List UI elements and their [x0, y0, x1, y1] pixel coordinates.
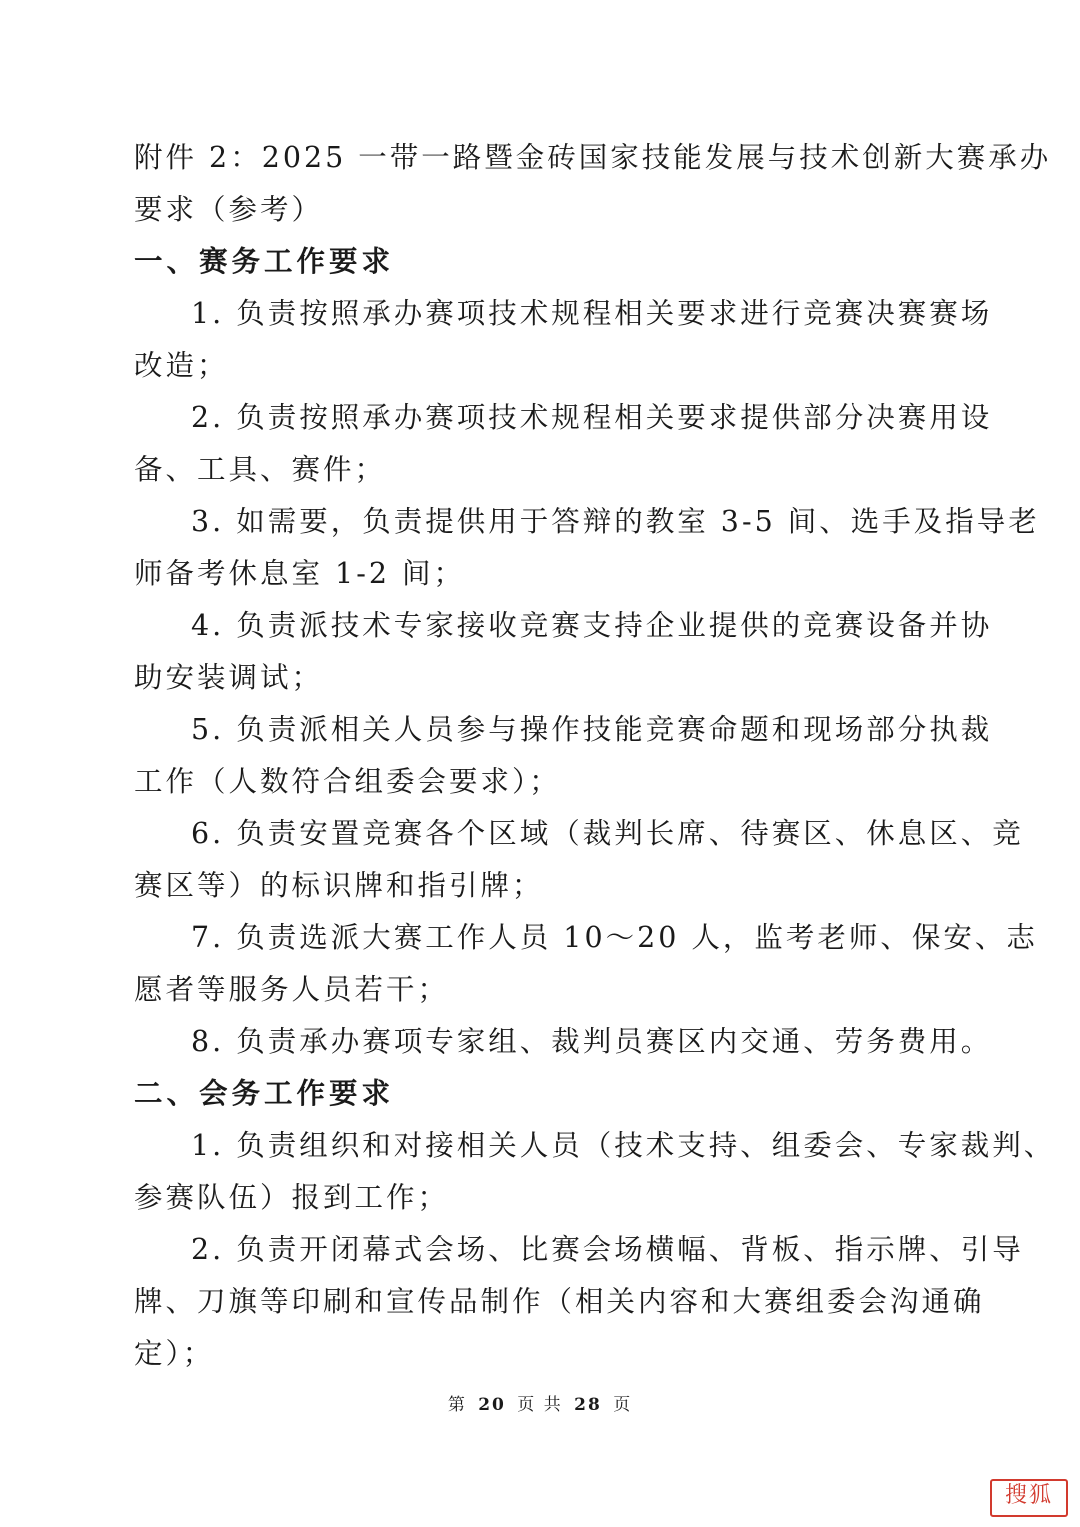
item-1-3-line-2: 师备考休息室 1-2 间；	[134, 557, 466, 590]
item-1-4-line-1: 4. 负责派技术专家接收竞赛支持企业提供的竞赛设备并协	[191, 609, 993, 642]
item-2-2-line-3: 定）；	[134, 1337, 215, 1370]
item-2-1-line-1: 1. 负责组织和对接相关人员（技术支持、组委会、专家裁判、	[191, 1129, 1056, 1162]
item-1-5-line-1: 5. 负责派相关人员参与操作技能竞赛命题和现场部分执裁	[191, 713, 993, 746]
watermark-seal: 搜狐	[990, 1479, 1068, 1517]
footer-suffix: 页	[613, 1395, 633, 1415]
item-2-1-line-2: 参赛队伍）报到工作；	[134, 1181, 450, 1214]
item-1-7-line-2: 愿者等服务人员若干；	[134, 973, 450, 1006]
section-heading-2: 二、会务工作要求	[134, 1077, 395, 1110]
item-1-6-line-1: 6. 负责安置竞赛各个区域（裁判长席、待赛区、休息区、竞	[191, 817, 1024, 850]
title-line-1: 附件 2：2025 一带一路暨金砖国家技能发展与技术创新大赛承办	[134, 141, 1052, 174]
page-number-footer	[0, 1390, 1080, 1415]
item-2-2-line-1: 2. 负责开闭幕式会场、比赛会场横幅、背板、指示牌、引导	[191, 1233, 1024, 1266]
item-1-1-line-1: 1. 负责按照承办赛项技术规程相关要求进行竞赛决赛赛场	[191, 297, 993, 330]
item-1-2-line-2: 备、工具、赛件；	[134, 453, 387, 486]
footer-prefix: 第	[447, 1395, 467, 1415]
item-1-3-line-1: 3. 如需要，负责提供用于答辩的教室 3-5 间、选手及指导老	[191, 505, 1040, 538]
item-1-8-line-1: 8. 负责承办赛项专家组、裁判员赛区内交通、劳务费用。	[191, 1025, 993, 1058]
item-1-6-line-2: 赛区等）的标识牌和指引牌；	[134, 869, 544, 902]
footer-middle: 页 共	[517, 1395, 563, 1415]
item-1-5-line-2: 工作（人数符合组委会要求）；	[134, 765, 561, 798]
item-1-1-line-2: 改造；	[134, 349, 229, 382]
item-1-2-line-1: 2. 负责按照承办赛项技术规程相关要求提供部分决赛用设	[191, 401, 993, 434]
current-page-number: 20	[478, 1395, 506, 1415]
title-line-2: 要求（参考）	[134, 193, 324, 226]
total-page-number: 28	[574, 1395, 602, 1415]
item-1-4-line-2: 助安装调试；	[134, 661, 324, 694]
document-body	[134, 132, 1056, 1380]
item-2-2-line-2: 牌、刀旗等印刷和宣传品制作（相关内容和大赛组委会沟通确	[134, 1285, 985, 1318]
item-1-7-line-1: 7. 负责选派大赛工作人员 10～20 人，监考老师、保安、志	[191, 921, 1038, 954]
section-heading-1: 一、赛务工作要求	[134, 245, 395, 278]
